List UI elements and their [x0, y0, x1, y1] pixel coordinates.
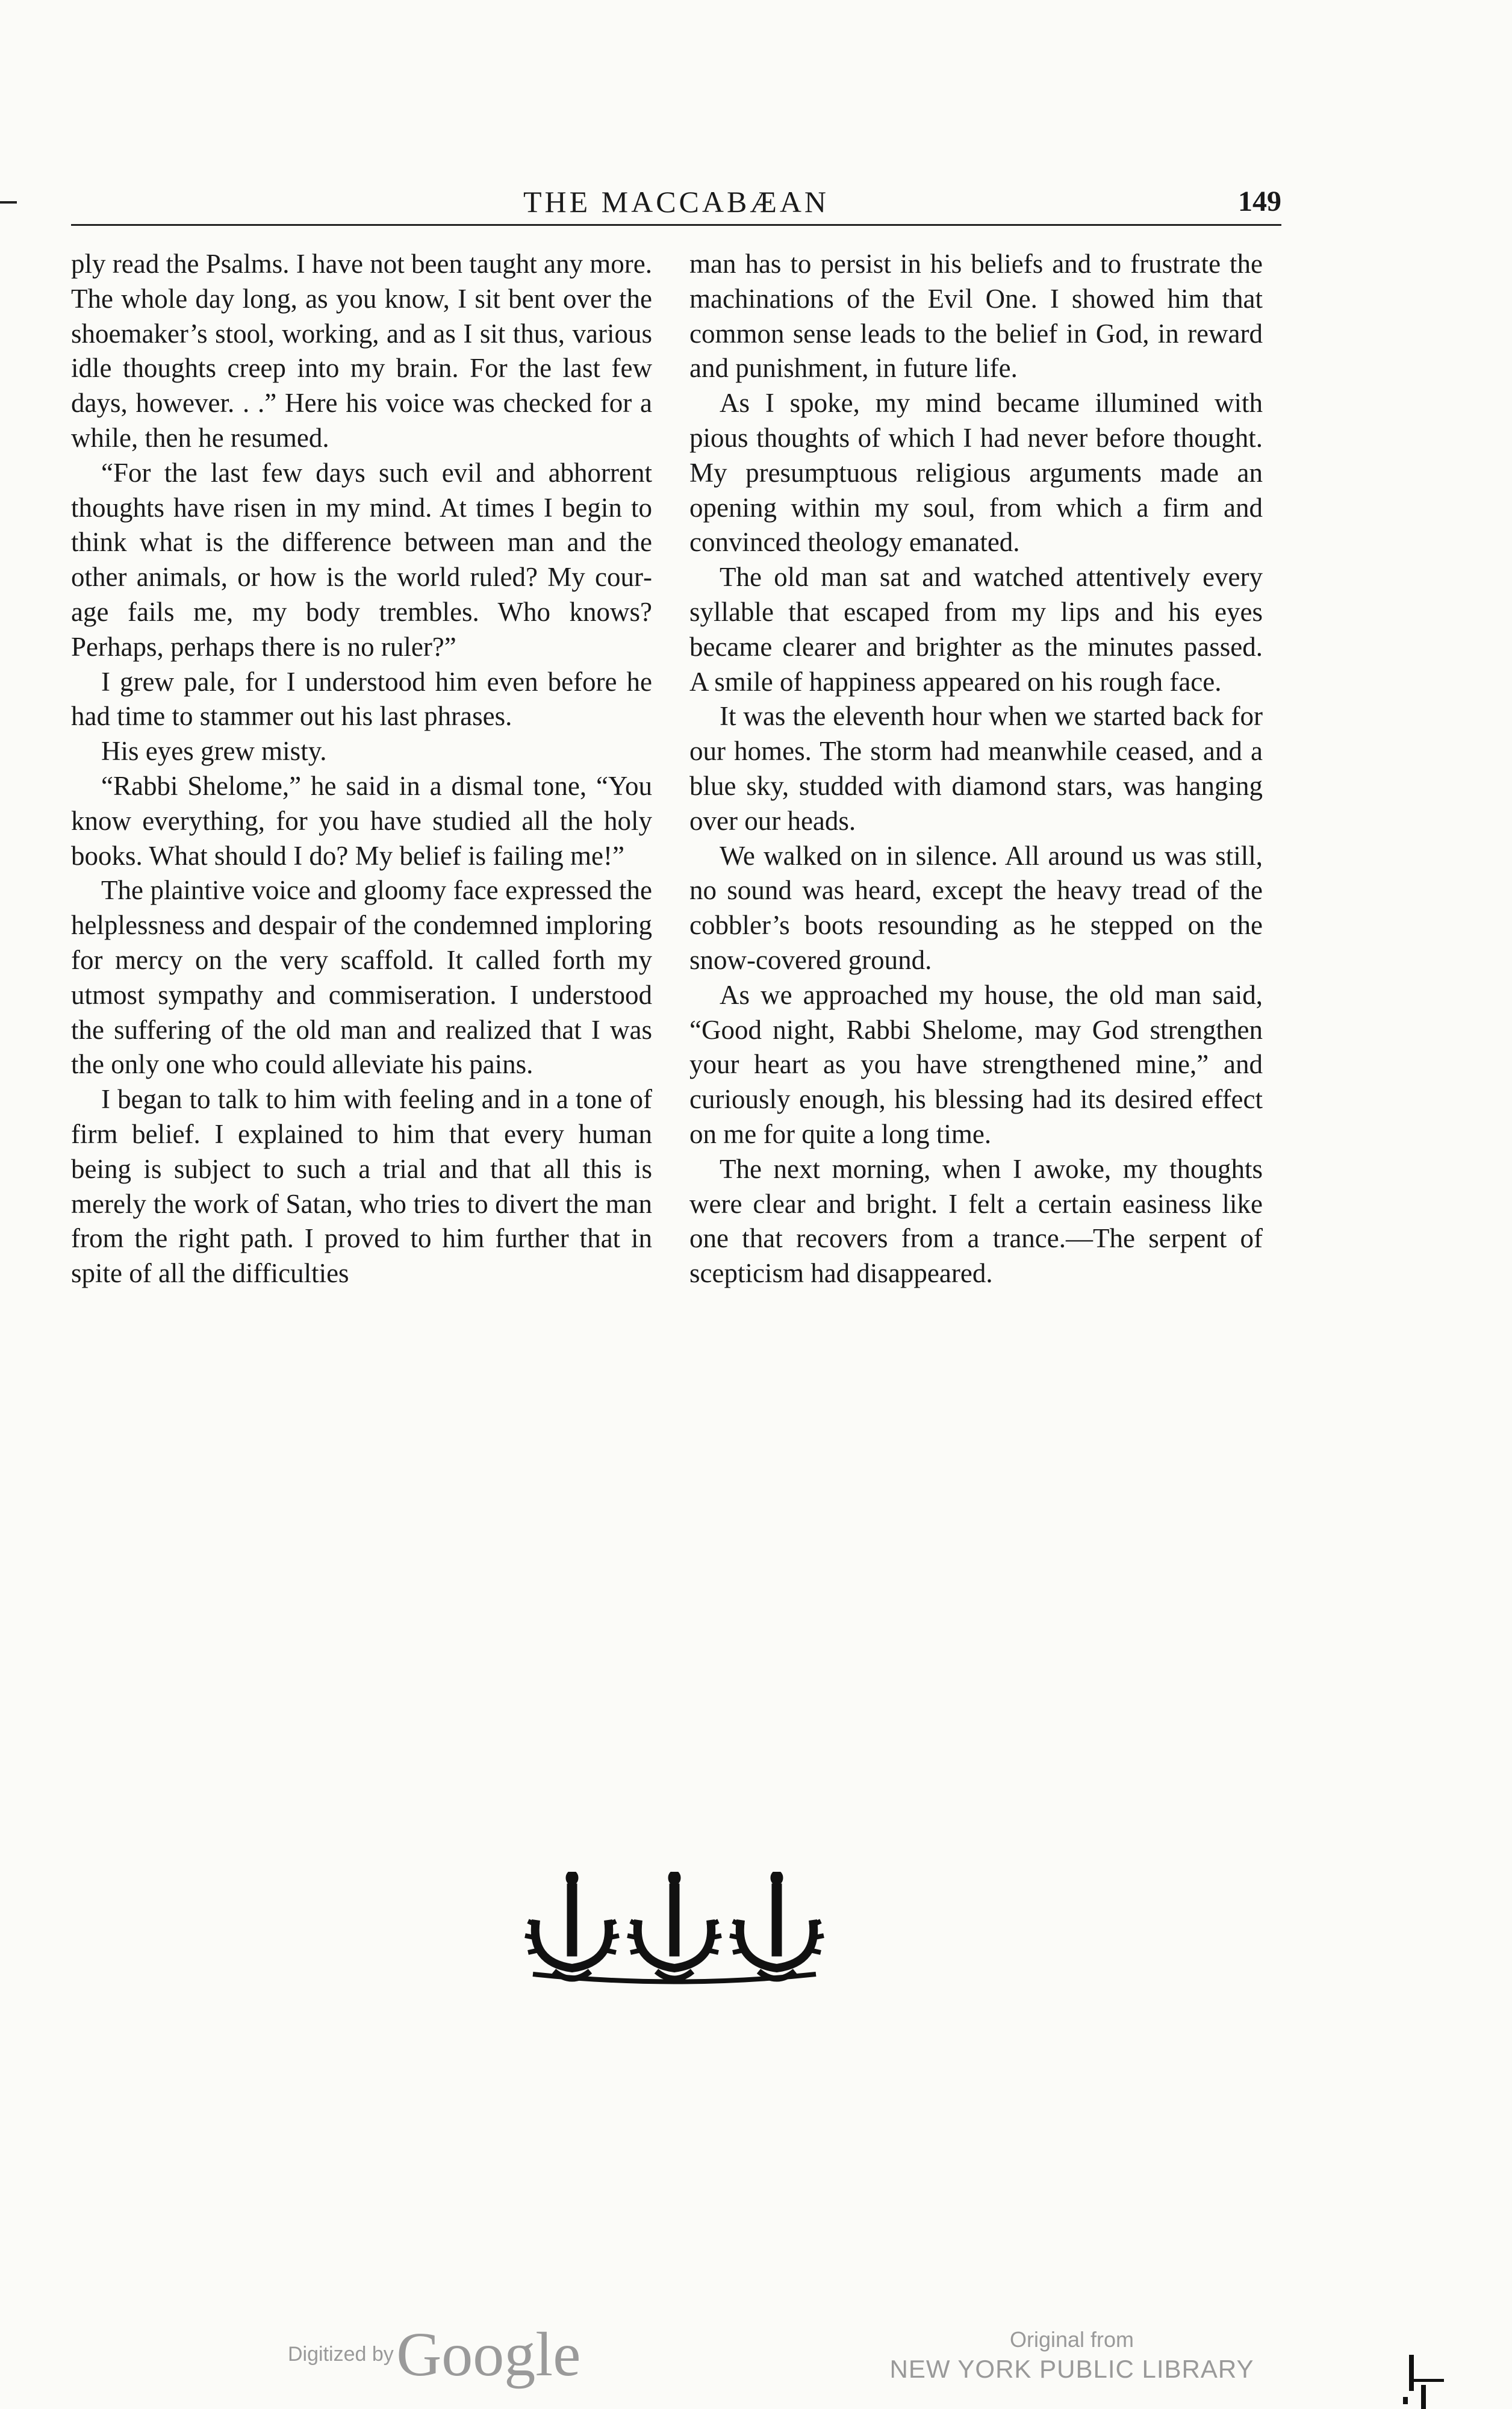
scan-corner-mark-icon [1403, 2343, 1451, 2409]
paragraph: The next morning, when I awoke, my thoughts were clear and bright. I felt a certain easiness like one that recovers from a trance.—The serpent of scepticism had disappeared. [689, 1153, 1263, 1289]
running-header [71, 178, 1281, 226]
right-column [689, 247, 1263, 1291]
torch-and-wreath-ornament-icon [521, 1872, 828, 1992]
paragraph: His eyes grew misty. [101, 736, 327, 767]
journal-title: THE MACCABÆAN [523, 185, 830, 219]
digitized-by-label: Digitized by [288, 2343, 394, 2366]
left-column [71, 247, 652, 1291]
page-number: 149 [1238, 185, 1281, 217]
paragraph: I began to talk to him with feeling and in a tone of firm belief. I explained to him that every human being is subject to such a trial and that all this is merely the work of Satan, who tries to divert the man from the right path. I proved to him further that in spite of all the difficulties [71, 1084, 652, 1289]
paragraph: As I spoke, my mind became illumined with pious thoughts of which I had never before thought. My presumptuous religious arguments made an opening within my soul, from which a firm and convinced theology emanated. [689, 388, 1263, 558]
paragraph: man has to persist in his beliefs and to frustrate the machinations of the Evil One. I showed him that common sense leads to the belief in God, in reward and punishment, in future life. [689, 249, 1263, 384]
paragraph: We walked on in silence. All around us was still, no sound was heard, except the heavy tread of the cobbler’s boots resounding as he stepped on the snow-covered ground. [689, 840, 1263, 975]
paragraph: I grew pale, for I understood him even before he had time to stammer out his last phrases. [71, 666, 652, 732]
paragraph: The old man sat and watched attentively every syllable that escaped from my lips and his eyes became clearer and brighter as the minutes passed. A smile of happiness appeared on his rough face. [689, 562, 1263, 697]
paragraph: It was the eleventh hour when we started back for our homes. The storm had meanwhile ceased, and a blue sky, studded with diamond stars, was hanging over our heads. [689, 701, 1263, 836]
original-from-label: Original from [1009, 2327, 1134, 2352]
library-attribution [879, 2326, 1265, 2385]
paragraph: “Rabbi Shelome,” he said in a dismal tone, “You know everything, for you have studied all the holy books. What should I do? My belief is failing me!” [71, 770, 652, 871]
paragraph: “For the last few days such evil and abhorrent thoughts have risen in my mind. At times I begin to think what is the difference between man and the other animals, or how is the world ruled? My courage fails me, my body trembles. Who knows? Perhaps, perhaps there is no ruler?” [71, 457, 652, 662]
digitized-by-watermark [288, 2319, 580, 2390]
page-edge-mark [0, 201, 17, 204]
library-name: NEW YORK PUBLIC LIBRARY [889, 2355, 1254, 2383]
header-rule [71, 224, 1281, 226]
paragraph: As we approached my house, the old man said, “Good night, Rabbi Shelome, may God strengthen your heart as you have strengthened mine,” and curiously enough, his blessing had its desired effect on me for quite a long time. [689, 979, 1263, 1149]
google-logo: Google [396, 2320, 581, 2389]
paragraph: The plaintive voice and gloomy face expressed the helplessness and despair of the condemned imploring for mercy on the very scaffold. It called forth my utmost sympathy and commiseration. I understood the suffering of the old man and realized that I was the only one who could alleviate his pains. [71, 875, 652, 1080]
paragraph: ply read the Psalms. I have not been taught any more. The whole day long, as you know, I sit bent over the shoemaker’s stool, working, and as I sit thus, various idle thoughts creep into my brain. For the last few days, however. . .” Here his voice was checked for a while, then he resumed. [71, 249, 652, 453]
